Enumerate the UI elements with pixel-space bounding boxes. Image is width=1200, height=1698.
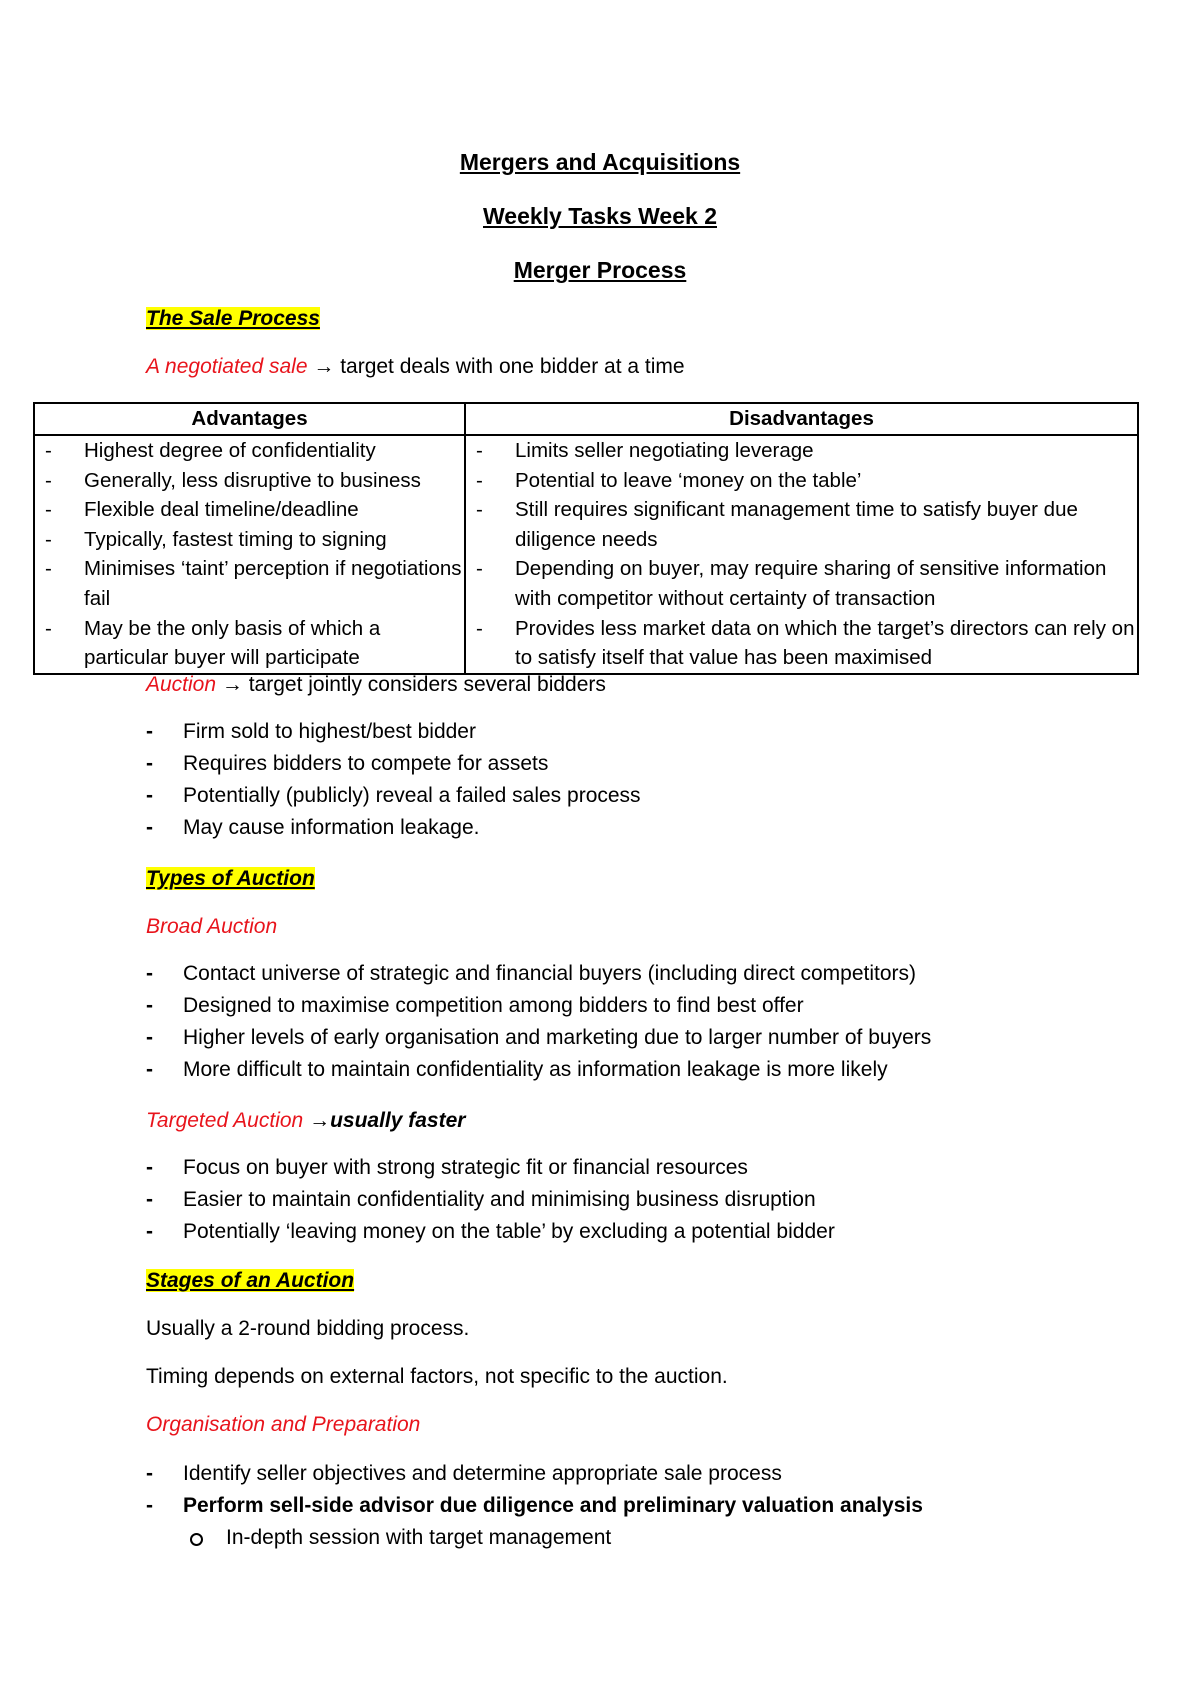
list-item: - Easier to maintain confidentiality and minimising business disruption xyxy=(146,1184,835,1216)
list-item: - Flexible deal timeline/deadline xyxy=(41,495,464,525)
targeted-auction-points-list xyxy=(146,1152,835,1248)
list-item: - More difficult to maintain confidentiality as information leakage is more likely xyxy=(146,1054,931,1086)
auction-line xyxy=(146,672,606,698)
column-header-disadvantages: Disadvantages xyxy=(465,403,1138,435)
list-item: - Requires bidders to compete for assets xyxy=(146,748,641,780)
arrow-icon: → xyxy=(313,355,335,378)
list-item: - Typically, fastest timing to signing xyxy=(41,525,464,555)
organisation-subpoints-list xyxy=(190,1522,611,1554)
list-item: - Minimises ‘taint’ perception if negotiations fail xyxy=(41,554,464,613)
targeted-auction-label: Targeted Auction xyxy=(146,1109,310,1132)
auction-points-list xyxy=(146,716,641,844)
list-item: - Contact universe of strategic and financial buyers (including direct competitors) xyxy=(146,958,931,990)
organisation-points-list xyxy=(146,1458,923,1522)
document-title: Mergers and Acquisitions xyxy=(459,149,741,175)
disadvantages-list xyxy=(466,436,1137,673)
arrow-icon: → xyxy=(309,1109,331,1132)
section-heading-stages-of-auction: Stages of an Auction xyxy=(146,1269,355,1292)
organisation-preparation-label: Organisation and Preparation xyxy=(146,1413,421,1436)
negotiated-sale-label: A negotiated sale xyxy=(146,355,308,378)
list-item: - Firm sold to highest/best bidder xyxy=(146,716,641,748)
auction-label: Auction xyxy=(146,673,217,696)
stages-line-1: Usually a 2-round bidding process. xyxy=(146,1317,470,1340)
list-item: - Designed to maximise competition among bidders to find best offer xyxy=(146,990,931,1022)
arrow-icon: → xyxy=(221,673,243,696)
negotiated-sale-text: target deals with one bidder at a time xyxy=(334,355,685,378)
list-item: - Generally, less disruptive to business xyxy=(41,466,464,496)
column-header-advantages: Advantages xyxy=(34,403,465,435)
document-topic: Merger Process xyxy=(513,257,687,283)
list-item: - Depending on buyer, may require sharing of sensitive information with competitor without certainty of transaction xyxy=(472,554,1137,613)
list-item: - May be the only basis of which a particular buyer will participate xyxy=(41,614,464,673)
list-item: - Focus on buyer with strong strategic fit or financial resources xyxy=(146,1152,835,1184)
advantages-list xyxy=(35,436,464,673)
list-item: - May cause information leakage. xyxy=(146,812,641,844)
list-item: - Higher levels of early organisation and marketing due to larger number of buyers xyxy=(146,1022,931,1054)
targeted-auction-line xyxy=(146,1108,465,1134)
advantages-cell xyxy=(34,435,465,674)
broad-auction-points-list xyxy=(146,958,931,1086)
section-heading-types-of-auction: Types of Auction xyxy=(146,867,315,890)
list-item: In-depth session with target management xyxy=(190,1522,611,1554)
disadvantages-cell xyxy=(465,435,1138,674)
list-item: - Provides less market data on which the target’s directors can rely on to satisfy itself that value has been maximised xyxy=(472,614,1137,673)
list-item: - Potentially ‘leaving money on the table’ by excluding a potential bidder xyxy=(146,1216,835,1248)
broad-auction-label: Broad Auction xyxy=(146,915,278,938)
targeted-auction-note: usually faster xyxy=(330,1109,466,1132)
list-item: - Potential to leave ‘money on the table’ xyxy=(472,466,1137,496)
negotiated-sale-comparison-table xyxy=(33,402,1139,675)
list-item: - Still requires significant management time to satisfy buyer due diligence needs xyxy=(472,495,1137,554)
list-item: - Perform sell-side advisor due diligence and preliminary valuation analysis xyxy=(146,1490,923,1522)
list-item: - Potentially (publicly) reveal a failed sales process xyxy=(146,780,641,812)
auction-text: target jointly considers several bidders xyxy=(242,673,606,696)
section-heading-sale-process: The Sale Process xyxy=(146,307,320,330)
stages-line-2: Timing depends on external factors, not specific to the auction. xyxy=(146,1365,728,1388)
document-subtitle-week: Weekly Tasks Week 2 xyxy=(483,203,717,229)
negotiated-sale-line xyxy=(146,354,685,380)
list-item: - Highest degree of confidentiality xyxy=(41,436,464,466)
list-item: - Identify seller objectives and determine appropriate sale process xyxy=(146,1458,923,1490)
list-item: - Limits seller negotiating leverage xyxy=(472,436,1137,466)
